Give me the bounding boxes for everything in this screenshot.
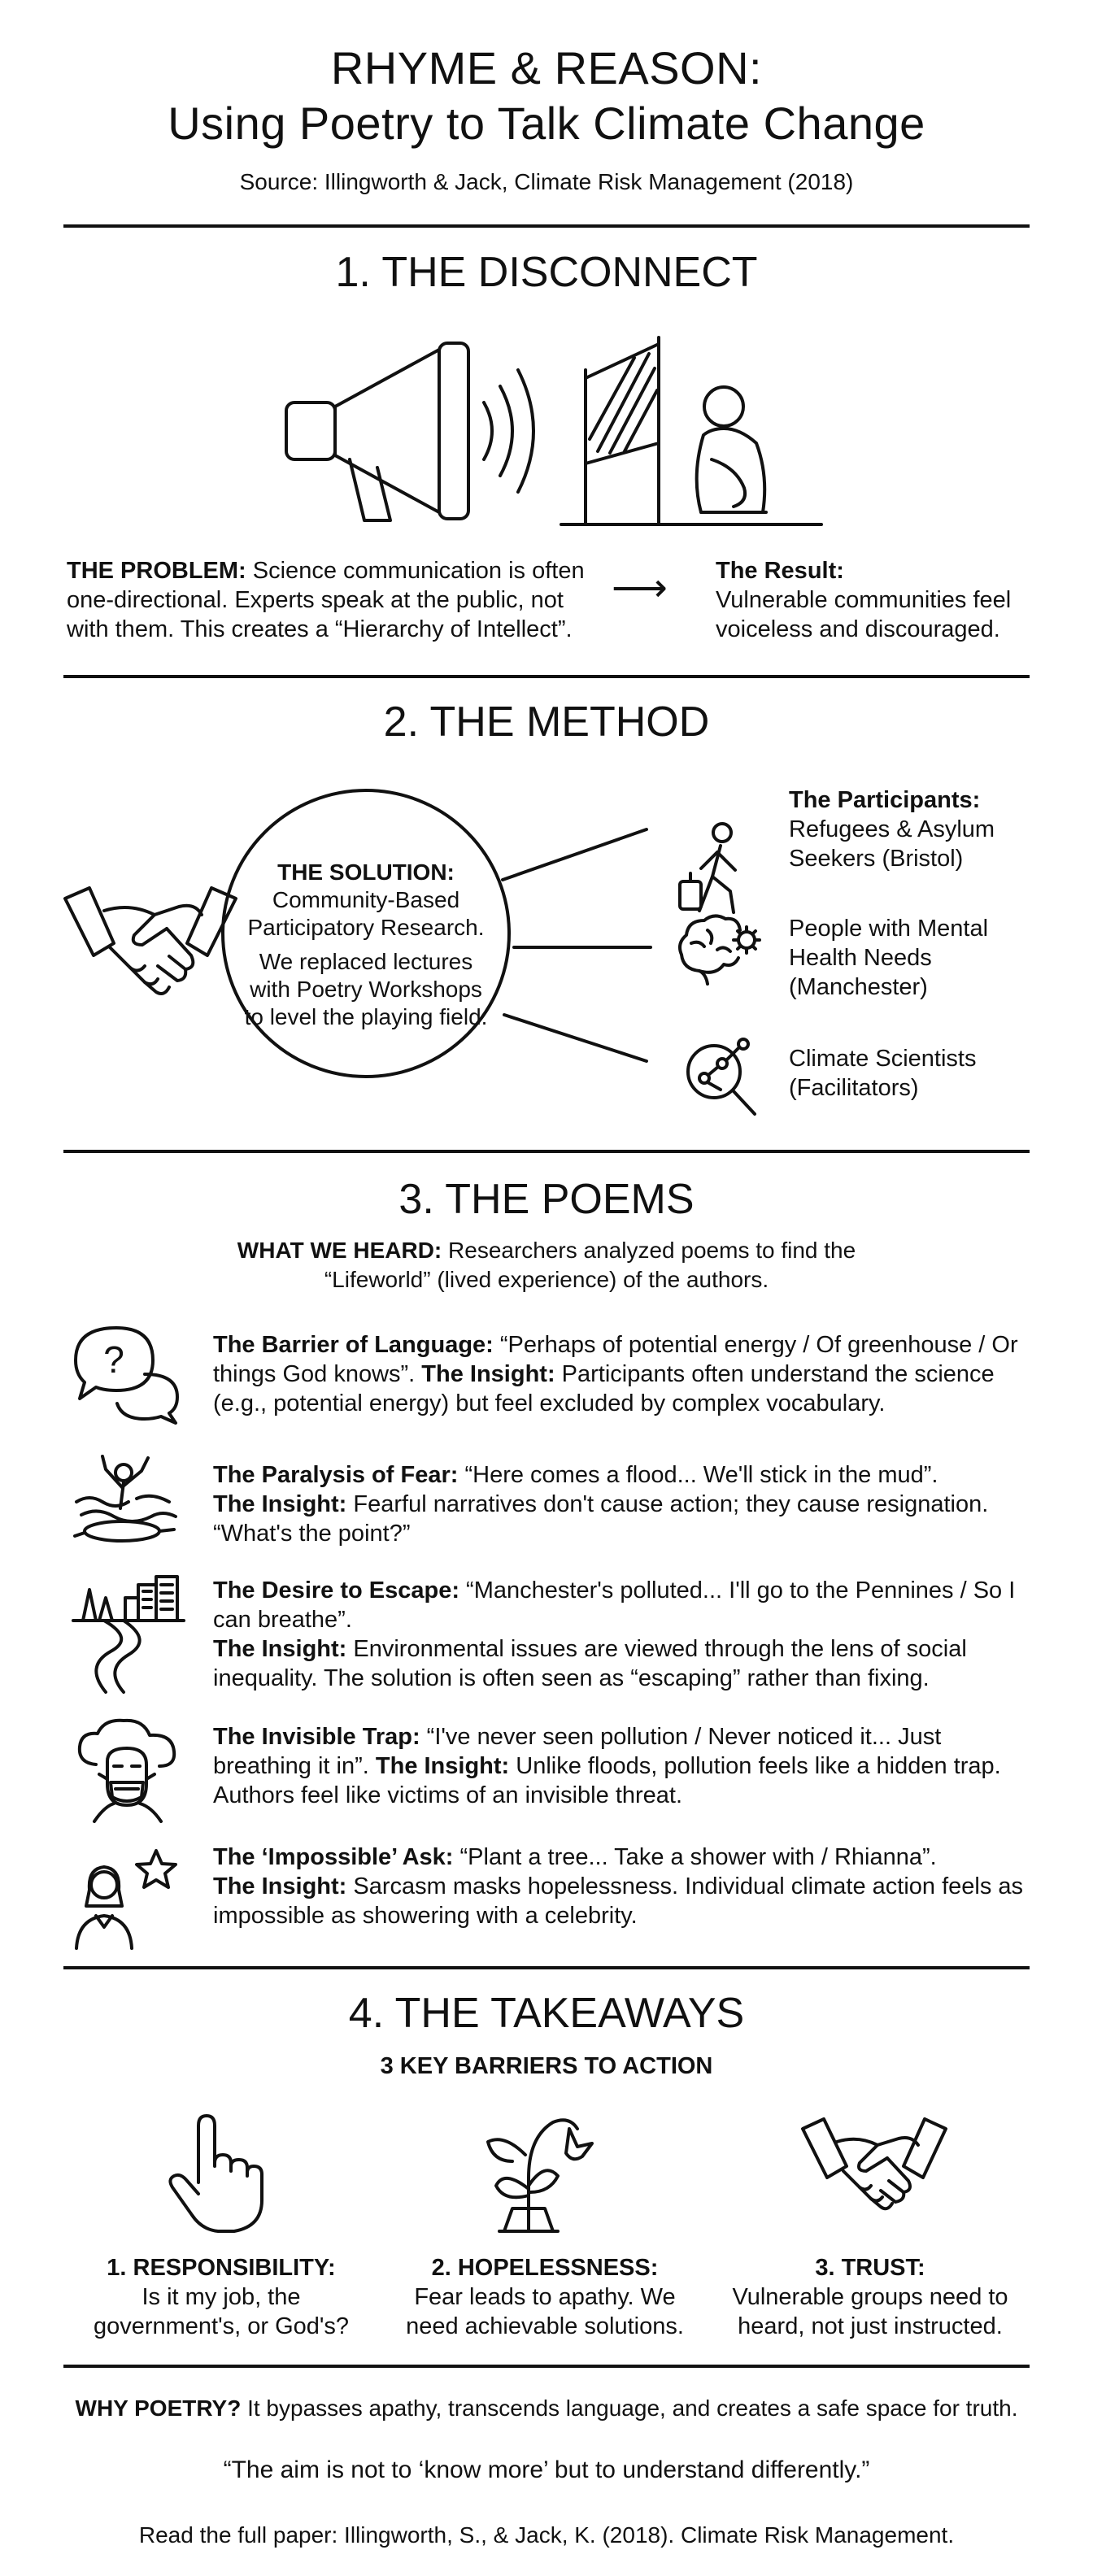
divider	[63, 1966, 1030, 1969]
wilted-flower-icon	[480, 2104, 602, 2234]
divider	[63, 1150, 1030, 1153]
title-line-1: RHYME & REASON:	[330, 42, 763, 94]
insight-text: Sarcasm masks hopelessness. Individual climate action feels as impossible as showering with a celebrity.	[213, 1873, 1024, 1929]
closing-quote: “The aim is not to ‘know more’ but to understand differently.”	[223, 2456, 870, 2483]
barrier-title: 2. HOPELESSNESS:	[431, 2255, 659, 2281]
solution-text	[244, 859, 488, 1031]
barrier-hopelessness	[390, 2253, 699, 2341]
title-line-2: Using Poetry to Talk Climate Change	[168, 98, 925, 149]
solution-label: THE SOLUTION:	[277, 859, 455, 885]
poem-item-escape	[213, 1576, 1034, 1693]
barrier-text: Is it my job, the government's, or God's?	[93, 2284, 350, 2339]
speech-bubbles-icon	[72, 1324, 185, 1425]
result-label: The Result:	[716, 558, 844, 584]
poem-title: The Paralysis of Fear:	[213, 1462, 459, 1488]
solution-line-2: We replaced lectures with Poetry Workshops to level the playing field.	[244, 949, 488, 1029]
poem-title: The ‘Impossible’ Ask:	[213, 1844, 454, 1870]
poem-quote: “Here comes a flood... We'll stick in the mud”.	[458, 1462, 938, 1488]
insight-label: The Insight:	[368, 1753, 510, 1779]
city-road-trees-icon	[72, 1573, 185, 1695]
barrier-trust	[716, 2253, 1025, 2341]
problem-label: THE PROBLEM:	[67, 558, 246, 584]
drowning-person-icon	[73, 1451, 179, 1545]
poem-quote: “Perhaps of potential energy / Of greenhouse / Or things God knows”.	[213, 1332, 1018, 1387]
why-poetry	[0, 2394, 1093, 2423]
barrier-title: 1. RESPONSIBILITY:	[107, 2255, 336, 2281]
poem-quote: “Manchester's polluted... I'll go to the Pennines / So I can breathe”.	[213, 1577, 1016, 1633]
poem-title: The Desire to Escape:	[213, 1577, 459, 1603]
section-heading-disconnect: 1. THE DISCONNECT	[335, 249, 758, 296]
insight-text: Participants often understand the science (e.g., potential energy) but feel excluded by complex vocabulary.	[213, 1361, 995, 1416]
poem-item-language	[213, 1330, 1034, 1418]
why-text: It bypasses apathy, transcends language, and creates a safe space for truth.	[241, 2395, 1018, 2421]
handshake-icon	[801, 2113, 947, 2218]
result-text: Vulnerable communities feel voiceless and discouraged.	[716, 587, 1012, 642]
walking-person-luggage-icon	[675, 821, 756, 919]
takeaways-subheading: 3 KEY BARRIERS TO ACTION	[380, 2053, 713, 2079]
why-label: WHY POETRY?	[75, 2395, 242, 2421]
source-citation: Source: Illingworth & Jack, Climate Risk Management (2018)	[239, 169, 854, 194]
read-paper-link[interactable]: Read the full paper: Illingworth, S., & Jack, K. (2018). Climate Risk Management.	[138, 2522, 955, 2548]
poems-intro	[228, 1236, 865, 1295]
problem-text: Science communication is often one-directional. Experts speak at the public, not with them. This creates a “Hierarchy of Intellect”.	[67, 558, 585, 642]
poem-title: The Invisible Trap:	[213, 1724, 420, 1750]
smog-mask-icon	[72, 1716, 185, 1825]
participant-mental-health	[789, 914, 1057, 1002]
insight-label: The Insight:	[213, 1873, 347, 1899]
right-arrow-icon: ⟶	[612, 567, 668, 610]
participant-refugees	[789, 785, 1057, 873]
poem-quote: “Plant a tree... Take a shower with / Rhianna”.	[453, 1844, 937, 1870]
participant-text: Refugees & Asylum Seekers (Bristol)	[789, 816, 995, 872]
solution-line-1: Community-Based Participatory Research.	[247, 887, 485, 940]
intro-label: WHAT WE HEARD:	[237, 1238, 442, 1263]
poem-item-trap	[213, 1722, 1034, 1810]
insight-label: The Insight:	[213, 1636, 347, 1662]
divider	[63, 2365, 1030, 2368]
section-heading-poems: 3. THE POEMS	[398, 1176, 695, 1223]
participant-text: Climate Scientists (Facilitators)	[789, 1046, 977, 1101]
magnifier-network-icon	[675, 1033, 764, 1122]
barrier-title: 3. TRUST:	[815, 2255, 925, 2281]
barrier-text: Fear leads to apathy. We need achievable solutions.	[406, 2284, 684, 2339]
brain-gear-icon	[675, 911, 764, 992]
insight-text: Environmental issues are viewed through the lens of social inequality. The solution is often seen as “escaping” rather than fixing.	[213, 1636, 967, 1691]
poem-title: The Barrier of Language:	[213, 1332, 494, 1358]
pointing-hand-icon	[163, 2113, 268, 2234]
participant-scientists	[789, 1044, 1057, 1103]
insight-label: The Insight:	[213, 1491, 347, 1517]
poem-quote: “I've never seen pollution / Never noticed it... Just breathing it in”.	[213, 1724, 942, 1779]
barrier-responsibility	[67, 2253, 376, 2341]
svg-text:?: ?	[103, 1338, 124, 1381]
woman-star-icon	[72, 1844, 185, 1950]
barrier-text: Vulnerable groups need to heard, not just instructed.	[732, 2284, 1008, 2339]
section-heading-takeaways: 4. THE TAKEAWAYS	[348, 1990, 745, 2037]
insight-label: The Insight:	[415, 1361, 555, 1387]
participants-label: The Participants:	[789, 787, 981, 813]
poem-item-impossible	[213, 1843, 1034, 1930]
poem-item-fear	[213, 1460, 1034, 1548]
section-heading-method: 2. THE METHOD	[383, 698, 710, 746]
insight-text: Fearful narratives don't cause action; they cause resignation. “What's the point?”	[213, 1491, 989, 1547]
insight-text: Unlike floods, pollution feels like a hidden trap. Authors feel like victims of an invisible threat.	[213, 1753, 1001, 1808]
participant-text: People with Mental Health Needs (Manchester)	[789, 916, 989, 1000]
intro-text: Researchers analyzed poems to find the “Lifeworld” (lived experience) of the authors.	[324, 1238, 856, 1292]
